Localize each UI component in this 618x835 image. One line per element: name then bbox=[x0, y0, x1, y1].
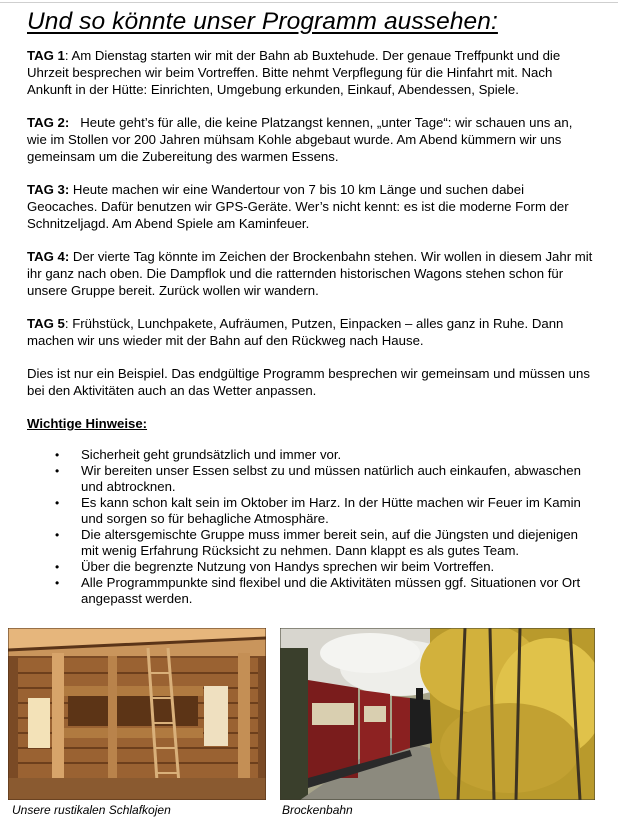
bullet-icon: • bbox=[55, 464, 60, 478]
list-item bbox=[55, 495, 595, 527]
day-text: Heute geht’s für alle, die keine Platzangst kennen, „unter Tage“: wir schauen uns an, wie im Stollen vor 200 Jahren mühsam Kohle abgebaut wurde. Am Abend kümmern wir uns gemeinsam um die Zubereitung des warmen Essens. bbox=[27, 115, 577, 164]
bullet-icon: • bbox=[55, 448, 60, 462]
list-item-text: Die altersgemischte Gruppe muss immer bereit sein, auf die Jüngsten und diejenigen mit wenig Erfahrung Rücksicht zu nehmen. Dann klappt es als gutes Team. bbox=[81, 527, 578, 558]
list-item-text: Es kann schon kalt sein im Oktober im Harz. In der Hütte machen wir Feuer im Kamin und sorgen so für behagliche Atmosphäre. bbox=[81, 495, 581, 526]
list-item bbox=[55, 463, 595, 495]
day-text: Heute machen wir eine Wandertour von 7 bis 10 km Länge und suchen dabei Geocaches. Dafür benutzen wir GPS-Geräte. Wer’s nicht kennt: es ist die moderne Form der Schnitzeljagd. Am Abend Spiele am Kaminfeuer. bbox=[27, 182, 569, 231]
cabin-photo bbox=[8, 628, 266, 800]
list-item bbox=[55, 527, 595, 559]
train-caption: Brockenbahn bbox=[282, 803, 353, 817]
list-item bbox=[55, 575, 595, 607]
day-text: Frühstück, Lunchpakete, Aufräumen, Putzen, Einpacken – alles ganz in Ruhe. Dann machen wir uns wieder mit der Bahn auf den Rückweg nach Hause. bbox=[27, 316, 564, 348]
hinweise-title: Wichtige Hinweise: bbox=[27, 416, 148, 431]
program-content bbox=[27, 47, 595, 607]
list-item bbox=[55, 447, 595, 463]
day-label: TAG 5 bbox=[27, 316, 65, 331]
bullet-icon: • bbox=[55, 576, 60, 590]
bullet-icon: • bbox=[55, 528, 60, 542]
day-sep: : bbox=[64, 48, 69, 63]
bullet-icon: • bbox=[55, 560, 60, 574]
list-item-text: Wir bereiten unser Essen selbst zu und müssen natürlich auch einkaufen, abwaschen und abtrocknen. bbox=[81, 463, 581, 494]
list-item-text: Sicherheit geht grundsätzlich und immer vor. bbox=[81, 447, 342, 462]
day-text: Der vierte Tag könnte im Zeichen der Brockenbahn stehen. Wir wollen in diesem Jahr mit ihr ganz nach oben. Die Dampflok und die ratternden historischen Wagons stehen schon für unsere Gruppe bereit. Zurück wollen wir wandern. bbox=[27, 249, 593, 298]
day-label: TAG 2: bbox=[27, 115, 70, 130]
day-label: TAG 1 bbox=[27, 48, 65, 63]
day-label: TAG 4: bbox=[27, 249, 70, 264]
day-sep: : bbox=[64, 316, 69, 331]
page-title: Und so könnte unser Programm aussehen: bbox=[27, 8, 498, 35]
top-rule bbox=[0, 2, 618, 3]
day-label: TAG 3: bbox=[27, 182, 70, 197]
day-5 bbox=[27, 315, 595, 349]
program-note: Dies ist nur ein Beispiel. Das endgültige Programm besprechen wir gemeinsam und müssen uns bei den Aktivitäten auch an das Wetter anpassen. bbox=[27, 366, 590, 398]
list-item bbox=[55, 559, 595, 575]
hinweise-list bbox=[27, 447, 595, 607]
day-4 bbox=[27, 248, 595, 299]
day-text: Am Dienstag starten wir mit der Bahn ab Buxtehude. Der genaue Treffpunkt und die Uhrzeit besprechen wir beim Vortreffen. Bitte nehmt Verpflegung für die Hinfahrt mit. Nach Ankunft in der Hütte: Einrichten, Umgebung erkunden, Einkauf, Abendessen, Spiele. bbox=[27, 48, 561, 97]
day-2 bbox=[27, 114, 595, 165]
train-photo bbox=[280, 628, 595, 800]
cabin-caption: Unsere rustikalen Schlafkojen bbox=[12, 803, 171, 817]
day-1 bbox=[27, 47, 595, 98]
bullet-icon: • bbox=[55, 496, 60, 510]
day-3 bbox=[27, 181, 595, 232]
list-item-text: Alle Programmpunkte sind flexibel und die Aktivitäten müssen ggf. Situationen vor Ort angepasst werden. bbox=[81, 575, 581, 606]
list-item-text: Über die begrenzte Nutzung von Handys sprechen wir beim Vortreffen. bbox=[81, 559, 495, 574]
